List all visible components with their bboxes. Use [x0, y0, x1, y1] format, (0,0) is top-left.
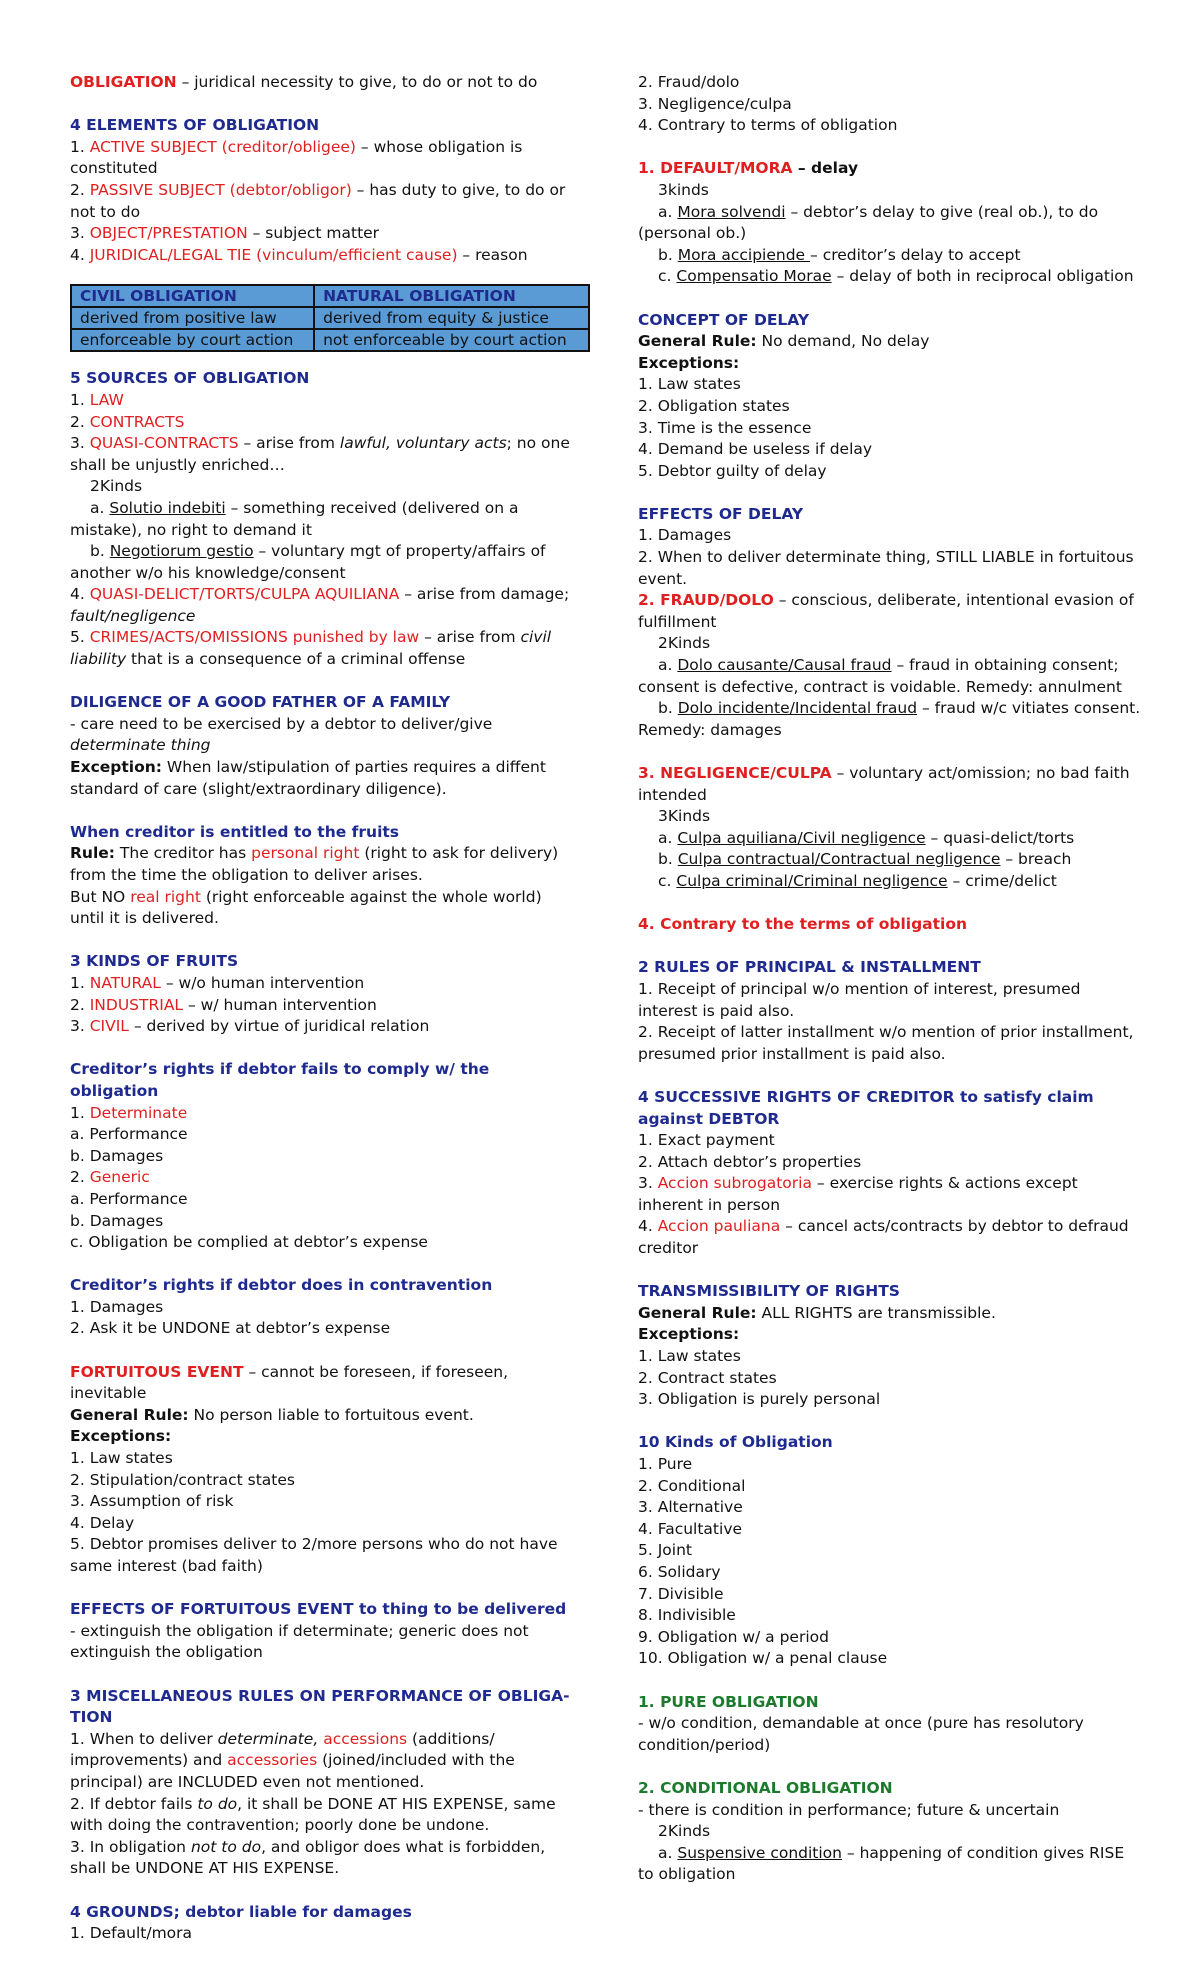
conditional-obligation-heading: 2. CONDITIONAL OBLIGATION	[638, 1778, 893, 1797]
kinds-obligation-heading: 10 Kinds of Obligation	[638, 1433, 833, 1452]
list-item: 4. Accion pauliana – cancel acts/contracts by debtor to defraud creditor	[638, 1217, 1129, 1258]
list-item: 1. Damages	[638, 526, 732, 545]
list-item: 1. Determinate	[70, 1103, 188, 1122]
list-item: 8. Indivisible	[638, 1606, 736, 1625]
list-item: 2. Stipulation/contract states	[70, 1470, 295, 1489]
list-item: 3. Negligence/culpa	[638, 94, 792, 113]
source-item: 4. QUASI-DELICT/TORTS/CULPA AQUILIANA – arise from damage; fault/negligence	[70, 585, 570, 625]
mora-item: a. Mora solvendi – debtor’s delay to give (real ob.), to do (personal ob.)	[638, 202, 1099, 243]
list-item: 2. Obligation states	[638, 396, 790, 415]
source-subitem: b. Negotiorum gestio – voluntary mgt of property/affairs of another w/o his knowledge/consent	[70, 542, 546, 582]
obligation-definition: OBLIGATION – juridical necessity to give, to do or not to do	[70, 73, 538, 91]
element-item: 3. OBJECT/PRESTATION – subject matter	[70, 224, 380, 243]
fraud-item: a. Dolo causante/Causal fraud – fraud in obtaining consent; consent is defective, contract is voidable. Remedy: annulment	[638, 656, 1122, 696]
list-item: 6. Solidary	[638, 1562, 721, 1581]
list-item: b. Damages	[70, 1146, 164, 1165]
kinds-label: 2Kinds	[658, 1822, 711, 1841]
kinds-label: 3kinds	[658, 180, 709, 199]
exceptions-label: Exceptions:	[70, 1427, 172, 1446]
table-row	[71, 329, 589, 351]
sources-heading: 5 SOURCES OF OBLIGATION	[70, 369, 310, 388]
fruits-heading: When creditor is entitled to the fruits	[70, 822, 400, 841]
pure-obligation-heading: 1. PURE OBLIGATION	[638, 1692, 819, 1711]
source-item: 1. LAW	[70, 390, 124, 409]
contrary-heading: 4. Contrary to the terms of obligation	[638, 915, 968, 934]
fruit-item: 2. INDUSTRIAL – w/ human intervention	[70, 995, 377, 1014]
list-item: 1. Damages	[70, 1297, 164, 1316]
fruit-item: 1. NATURAL – w/o human intervention	[70, 973, 365, 992]
fraud-heading: 2. FRAUD/DOLO – conscious, deliberate, intentional evasion of fulfillment	[638, 591, 1134, 631]
right-column	[638, 72, 1143, 1886]
negligence-item: c. Culpa criminal/Criminal negligence – crime/delict	[658, 871, 1057, 890]
element-item: 4. JURIDICAL/LEGAL TIE (vinculum/efficient cause) – reason	[70, 245, 528, 264]
grounds-heading: 4 GROUNDS; debtor liable for damages	[70, 1902, 412, 1921]
fortuitous-definition: FORTUITOUS EVENT – cannot be foreseen, if foreseen, inevitable	[70, 1362, 509, 1403]
element-item: 2. PASSIVE SUBJECT (debtor/obligor) – has duty to give, to do or not to do	[70, 180, 566, 221]
creditor-contravention-heading: Creditor’s rights if debtor does in contravention	[70, 1276, 493, 1295]
concept-delay-heading: CONCEPT OF DELAY	[638, 310, 810, 329]
list-item: 3. Accion subrogatoria – exercise rights & actions except inherent in person	[638, 1174, 1078, 1214]
list-item: 4. Contrary to terms of obligation	[638, 116, 898, 135]
list-item: 5. Debtor guilty of delay	[638, 461, 827, 480]
list-item: 2. Conditional	[638, 1476, 746, 1495]
list-item: 7. Divisible	[638, 1584, 724, 1603]
negligence-item: a. Culpa aquiliana/Civil negligence – quasi-delict/torts	[658, 828, 1075, 847]
list-item: 4. Delay	[70, 1513, 135, 1532]
misc-rule: 3. In obligation not to do, and obligor does what is forbidden, shall be UNDONE AT HIS EXPENSE.	[70, 1837, 546, 1878]
mora-item: c. Compensatio Morae – delay of both in reciprocal obligation	[658, 267, 1134, 286]
list-item: 2. Generic	[70, 1168, 150, 1187]
diligence-exception: Exception: When law/stipulation of parties requires a diffent standard of care (slight/extraordinary diligence).	[70, 758, 546, 798]
misc-rule: 2. If debtor fails to do, it shall be DONE AT HIS EXPENSE, same with doing the contravention; poorly done be undone.	[70, 1794, 556, 1835]
kinds-label: 3Kinds	[658, 807, 711, 826]
table-cell: enforceable by court action	[71, 329, 314, 351]
exceptions-label: Exceptions:	[638, 1325, 740, 1344]
list-item: 4. Facultative	[638, 1519, 743, 1538]
exceptions-label: Exceptions:	[638, 353, 740, 372]
pure-obligation-text: - w/o condition, demandable at once (pure has resolutory condition/period)	[638, 1714, 1084, 1754]
elements-heading: 4 ELEMENTS OF OBLIGATION	[70, 116, 320, 135]
list-item: b. Damages	[70, 1211, 164, 1230]
effects-fortuitous-text: - extinguish the obligation if determinate; generic does not extinguish the obligation	[70, 1621, 529, 1662]
successive-rights-heading: 4 SUCCESSIVE RIGHTS OF CREDITOR to satisfy claim against DEBTOR	[638, 1087, 1094, 1128]
list-item: 3. Obligation is purely personal	[638, 1390, 881, 1409]
list-item: 2. Contract states	[638, 1368, 777, 1387]
table-cell: not enforceable by court action	[314, 329, 589, 351]
list-item: 2. When to deliver determinate thing, STILL LIABLE in fortuitous event.	[638, 548, 1134, 588]
list-item: 3. Alternative	[638, 1498, 743, 1517]
transmissibility-rule: General Rule: ALL RIGHTS are transmissible.	[638, 1303, 996, 1322]
source-item: 2. CONTRACTS	[70, 412, 185, 431]
source-subitem: a. Solutio indebiti – something received (delivered on a mistake), no right to demand it	[70, 498, 519, 539]
list-item: 1. Receipt of principal w/o mention of interest, presumed interest is paid also.	[638, 979, 1081, 1020]
element-item: 1. ACTIVE SUBJECT (creditor/obligee) – whose obligation is constituted	[70, 137, 523, 178]
fruits-but: But NO real right (right enforceable against the whole world) until it is delivered.	[70, 887, 542, 928]
table-header-cell: NATURAL OBLIGATION	[314, 285, 589, 307]
default-heading: 1. DEFAULT/MORA – delay	[638, 159, 859, 178]
list-item: 3. Time is the essence	[638, 418, 812, 437]
table-cell: derived from equity & justice	[314, 307, 589, 329]
list-item: 4. Demand be useless if delay	[638, 440, 873, 459]
diligence-text: - care need to be exercised by a debtor to deliver/give determinate thing	[70, 714, 493, 755]
diligence-heading: DILIGENCE OF A GOOD FATHER OF A FAMILY	[70, 693, 451, 712]
table-row	[71, 307, 589, 329]
fruits-rule: Rule: The creditor has personal right (right to ask for delivery) from the time the obligation to deliver arises.	[70, 844, 559, 884]
misc-rule: 1. When to deliver determinate, accessions (additions/ improvements) and accessories (joined/included with the principal) are INCLUDED even not mentioned.	[70, 1729, 515, 1791]
kinds-fruits-heading: 3 KINDS OF FRUITS	[70, 952, 239, 971]
list-item: 1. Exact payment	[638, 1131, 775, 1150]
source-item: 3. QUASI-CONTRACTS – arise from lawful, voluntary acts; no one shall be unjustly enriched…	[70, 434, 570, 474]
kinds-label: 2Kinds	[658, 634, 711, 653]
list-item: a. Performance	[70, 1125, 188, 1144]
transmissibility-heading: TRANSMISSIBILITY OF RIGHTS	[638, 1282, 900, 1301]
list-item: 1. Law states	[70, 1449, 173, 1468]
left-column	[70, 72, 575, 1945]
condition-item: a. Suspensive condition – happening of condition gives RISE to obligation	[638, 1843, 1125, 1884]
list-item: 2. Attach debtor’s properties	[638, 1152, 862, 1171]
list-item: 5. Debtor promises deliver to 2/more persons who do not have same interest (bad faith)	[70, 1535, 558, 1575]
creditor-fail-heading: Creditor’s rights if debtor fails to comply w/ the obligation	[70, 1060, 490, 1100]
list-item: 5. Joint	[638, 1541, 692, 1560]
table-header-cell: CIVIL OBLIGATION	[71, 285, 314, 307]
fortuitous-rule: General Rule: No person liable to fortuitous event.	[70, 1405, 474, 1424]
table-cell: derived from positive law	[71, 307, 314, 329]
list-item: 1. Default/mora	[70, 1924, 193, 1943]
list-item: 9. Obligation w/ a period	[638, 1627, 829, 1646]
list-item: 3. Assumption of risk	[70, 1492, 234, 1511]
list-item: a. Performance	[70, 1189, 188, 1208]
list-item: 10. Obligation w/ a penal clause	[638, 1649, 888, 1668]
effects-fortuitous-heading: EFFECTS OF FORTUITOUS EVENT to thing to be delivered	[70, 1600, 567, 1619]
negligence-heading: 3. NEGLIGENCE/CULPA – voluntary act/omission; no bad faith intended	[638, 764, 1130, 804]
list-item: 1. Pure	[638, 1455, 693, 1473]
principal-installment-heading: 2 RULES OF PRINCIPAL & INSTALLMENT	[638, 958, 981, 977]
mora-item: b. Mora accipiende – creditor’s delay to accept	[658, 245, 1021, 264]
negligence-item: b. Culpa contractual/Contractual negligence – breach	[658, 850, 1072, 869]
effects-delay-heading: EFFECTS OF DELAY	[638, 504, 804, 523]
conditional-obligation-text: - there is condition in performance; future & uncertain	[638, 1800, 1060, 1819]
list-item: 2. Ask it be UNDONE at debtor’s expense	[70, 1319, 391, 1338]
list-item: 2. Fraud/dolo	[638, 73, 740, 91]
list-item: 1. Law states	[638, 375, 741, 394]
fruit-item: 3. CIVIL – derived by virtue of juridical relation	[70, 1017, 430, 1036]
concept-rule: General Rule: No demand, No delay	[638, 332, 930, 351]
list-item: 1. Law states	[638, 1347, 741, 1366]
civil-natural-table	[70, 284, 590, 352]
source-item: 5. CRIMES/ACTS/OMISSIONS punished by law – arise from civil liability that is a consequence of a criminal offense	[70, 628, 552, 669]
kinds-label: 2Kinds	[90, 477, 143, 496]
fraud-item: b. Dolo incidente/Incidental fraud – fraud w/c vitiates consent. Remedy: damages	[638, 699, 1141, 739]
misc-rules-heading: 3 MISCELLANEOUS RULES ON PERFORMANCE OF OBLIGA-TION	[70, 1686, 570, 1727]
table-header-row	[71, 285, 589, 307]
list-item: 2. Receipt of latter installment w/o mention of prior installment, presumed prior installment is paid also.	[638, 1023, 1134, 1063]
list-item: c. Obligation be complied at debtor’s expense	[70, 1233, 428, 1252]
